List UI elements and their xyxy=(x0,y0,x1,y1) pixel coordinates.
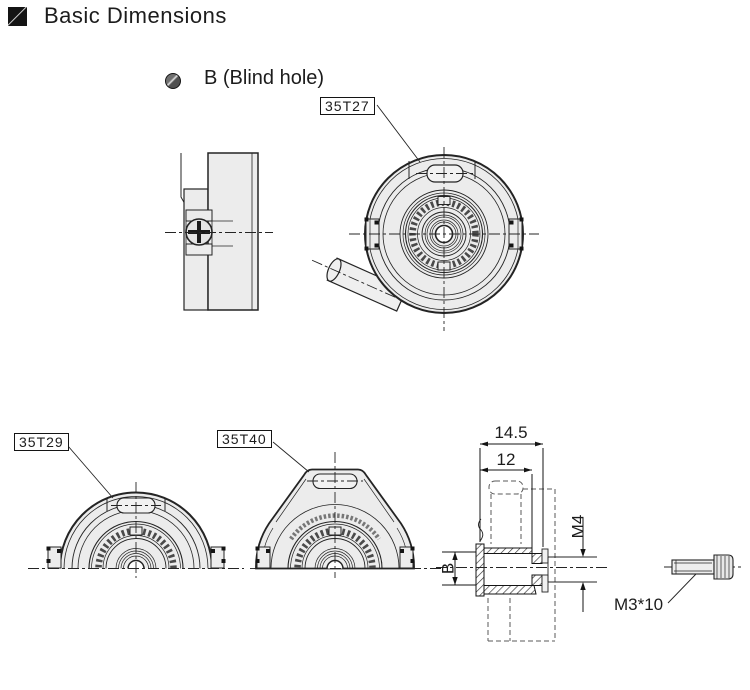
screw-m3x10 xyxy=(664,555,742,603)
half-view-35T40 xyxy=(250,442,444,633)
blind-hole-dot-icon xyxy=(165,73,181,89)
side-clip-left xyxy=(256,547,271,569)
section-marker-icon xyxy=(8,7,27,26)
leader-35T40 xyxy=(273,442,309,472)
leader-35T29 xyxy=(68,446,113,498)
dim-text-depth: 12 xyxy=(496,450,516,469)
dim-text-bore: B xyxy=(438,562,458,575)
dim-depth xyxy=(480,468,532,551)
side-clip-right xyxy=(211,547,226,569)
part-label-35T29: 35T29 xyxy=(14,433,69,451)
leader-m3x10 xyxy=(668,574,696,603)
leader-35T27 xyxy=(377,105,420,162)
dim-text-thread: M4 xyxy=(568,514,588,539)
encoder-body-side xyxy=(208,153,258,310)
step-top xyxy=(532,554,542,564)
screw-label: M3*10 xyxy=(614,595,664,614)
legend-label: B (Blind hole) xyxy=(204,67,325,89)
step-bottom xyxy=(532,575,542,586)
side-clip-right xyxy=(400,547,415,569)
side-clip-left xyxy=(47,547,62,569)
front-view-35T27 xyxy=(307,105,539,331)
sleeve-bottom-wall xyxy=(484,586,536,595)
half-view-35T29 xyxy=(28,446,244,645)
flange-wall xyxy=(476,544,484,596)
page-title: Basic Dimensions xyxy=(44,3,227,28)
dim-text-overall: 14.5 xyxy=(494,423,528,442)
part-label-35T40: 35T40 xyxy=(217,430,272,448)
side-view xyxy=(165,153,273,310)
sleeve-top-wall xyxy=(484,548,532,554)
part-label-35T27: 35T27 xyxy=(320,97,375,115)
screw-shaft xyxy=(672,560,714,574)
break-line xyxy=(479,519,483,541)
